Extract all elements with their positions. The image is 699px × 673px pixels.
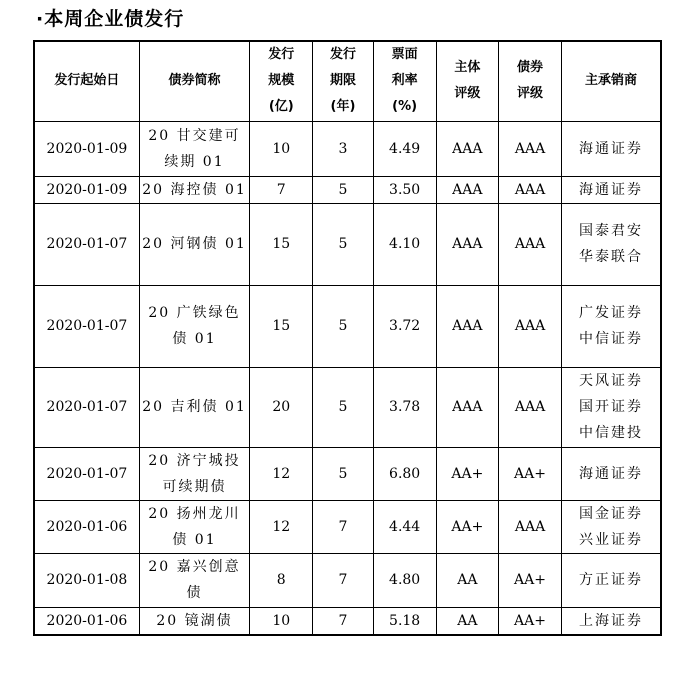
cell-bond-rating: AA+: [498, 607, 561, 635]
header-line: 主体: [454, 60, 481, 76]
cell-size: 20: [250, 367, 313, 447]
header-issuer-rating: [436, 41, 498, 121]
cell-bond-name-line: 20 镜湖债: [156, 612, 233, 629]
table-row: [34, 203, 661, 285]
cell-bond-name-line: 20 广铁绿色: [148, 305, 241, 321]
cell-underwriters-line: 天风证券: [579, 373, 644, 389]
cell-issue-date: 2020-01-07: [34, 285, 139, 367]
cell-underwriters-line: 兴业证券: [579, 531, 644, 548]
cell-size: 12: [250, 500, 313, 553]
cell-underwriters-line: 国金证券: [579, 505, 644, 522]
header-line: 发行: [329, 47, 356, 63]
cell-underwriters-line: 中信建投: [579, 425, 644, 441]
header-bond-rating: [498, 41, 561, 121]
cell-bond-name-line: 20 吉利债 01: [142, 399, 247, 415]
cell-issuer-rating: AAA: [436, 367, 498, 447]
cell-size: 8: [250, 553, 313, 607]
cell-issue-date: 2020-01-08: [34, 553, 139, 607]
cell-size: 15: [250, 285, 313, 367]
header-coupon-rate: [373, 41, 436, 121]
cell-issue-date: 2020-01-09: [34, 121, 139, 176]
header-line: 评级: [517, 86, 544, 102]
cell-coupon-rate: 3.78: [373, 367, 436, 447]
header-line: 债券: [517, 60, 544, 76]
header-line: 规模: [268, 73, 295, 89]
header-line: 利率: [391, 73, 418, 89]
cell-term: 7: [313, 553, 373, 607]
cell-size: 10: [250, 121, 313, 176]
header-underwriter: [562, 41, 661, 121]
cell-underwriters-line: 国开证券: [579, 399, 644, 415]
table-row: [34, 553, 661, 607]
cell-bond-rating: AAA: [498, 203, 561, 285]
cell-issuer-rating: AA+: [436, 447, 498, 500]
cell-coupon-rate: 5.18: [373, 607, 436, 635]
cell-issuer-rating: AAA: [436, 203, 498, 285]
cell-underwriters: [562, 367, 661, 447]
table-row: [34, 121, 661, 176]
cell-bond-rating: AAA: [498, 285, 561, 367]
cell-bond-rating: AAA: [498, 176, 561, 203]
cell-bond-name-line: 20 济宁城投: [148, 452, 241, 469]
cell-issue-date: 2020-01-06: [34, 500, 139, 553]
cell-issue-date: 2020-01-09: [34, 176, 139, 203]
page-title: ·本周企业债发行: [36, 8, 185, 30]
cell-bond-name-line: 债 01: [172, 531, 217, 548]
cell-bond-rating: AAA: [498, 121, 561, 176]
cell-bond-name: [139, 203, 249, 285]
cell-underwriters-line: 国泰君安: [579, 223, 644, 239]
cell-term: 3: [313, 121, 373, 176]
cell-bond-name: [139, 367, 249, 447]
cell-bond-name-line: 20 扬州龙川: [148, 505, 241, 522]
cell-term: 5: [313, 176, 373, 203]
header-line: 主承销商: [585, 73, 638, 89]
table-row: [34, 607, 661, 635]
table-body: [34, 121, 661, 635]
header-line: 期限: [329, 73, 356, 89]
header-line: (年): [330, 99, 356, 115]
header-line: 发行起始日: [54, 73, 120, 89]
cell-coupon-rate: 4.49: [373, 121, 436, 176]
header-issue-date: [34, 41, 139, 121]
table-header-row: [34, 41, 661, 121]
cell-underwriters-line: 上海证券: [579, 612, 644, 629]
cell-term: 7: [313, 607, 373, 635]
cell-bond-name-line: 20 海控债 01: [142, 181, 247, 198]
cell-issuer-rating: AAA: [436, 285, 498, 367]
cell-bond-name: [139, 553, 249, 607]
cell-underwriters: [562, 447, 661, 500]
cell-issue-date: 2020-01-07: [34, 447, 139, 500]
header-line: 评级: [454, 86, 481, 102]
cell-bond-name: [139, 447, 249, 500]
cell-underwriters: [562, 553, 661, 607]
cell-bond-name-line: 债 01: [172, 331, 217, 347]
cell-bond-name-line: 20 河钢债 01: [142, 236, 247, 252]
cell-coupon-rate: 4.80: [373, 553, 436, 607]
cell-term: 7: [313, 500, 373, 553]
cell-underwriters-line: 中信证券: [579, 331, 644, 347]
cell-size: 10: [250, 607, 313, 635]
cell-underwriters: [562, 203, 661, 285]
table-row: [34, 285, 661, 367]
table-row: [34, 367, 661, 447]
table-row: [34, 500, 661, 553]
cell-coupon-rate: 4.44: [373, 500, 436, 553]
header-line: 债券简称: [168, 73, 221, 89]
cell-issuer-rating: AA+: [436, 500, 498, 553]
cell-underwriters-line: 海通证券: [579, 181, 644, 198]
cell-issue-date: 2020-01-06: [34, 607, 139, 635]
cell-bond-name: [139, 500, 249, 553]
cell-underwriters-line: 广发证券: [579, 305, 644, 321]
cell-bond-rating: AAA: [498, 500, 561, 553]
cell-size: 12: [250, 447, 313, 500]
table-row: [34, 176, 661, 203]
cell-issuer-rating: AAA: [436, 176, 498, 203]
header-term: [313, 41, 373, 121]
cell-underwriters-line: 海通证券: [579, 140, 644, 157]
cell-issuer-rating: AAA: [436, 121, 498, 176]
cell-underwriters-line: 华泰联合: [579, 249, 644, 265]
cell-size: 7: [250, 176, 313, 203]
cell-bond-rating: AA+: [498, 553, 561, 607]
cell-underwriters: [562, 607, 661, 635]
cell-coupon-rate: 4.10: [373, 203, 436, 285]
header-line: 发行: [268, 47, 295, 63]
cell-size: 15: [250, 203, 313, 285]
cell-bond-name-line: 可续期债: [162, 478, 227, 495]
header-size: [250, 41, 313, 121]
cell-underwriters-line: 海通证券: [579, 465, 644, 482]
cell-bond-name-line: 20 甘交建可: [148, 127, 241, 144]
bond-issuance-table: [33, 40, 662, 636]
header-line: 票面: [391, 47, 418, 63]
cell-bond-name: [139, 285, 249, 367]
header-line: (%): [392, 99, 418, 115]
header-bond-name: [139, 41, 249, 121]
cell-underwriters: [562, 500, 661, 553]
cell-issue-date: 2020-01-07: [34, 203, 139, 285]
cell-bond-name: [139, 607, 249, 635]
cell-term: 5: [313, 447, 373, 500]
cell-bond-rating: AA+: [498, 447, 561, 500]
cell-coupon-rate: 3.50: [373, 176, 436, 203]
cell-coupon-rate: 3.72: [373, 285, 436, 367]
cell-bond-name-line: 债: [186, 585, 203, 601]
cell-underwriters-line: 方正证券: [579, 572, 644, 588]
header-line: (亿): [268, 99, 294, 115]
cell-bond-name-line: 续期 01: [164, 153, 225, 170]
cell-underwriters: [562, 176, 661, 203]
cell-bond-name: [139, 176, 249, 203]
cell-issuer-rating: AA: [436, 607, 498, 635]
cell-bond-name: [139, 121, 249, 176]
cell-underwriters: [562, 121, 661, 176]
cell-issue-date: 2020-01-07: [34, 367, 139, 447]
cell-bond-rating: AAA: [498, 367, 561, 447]
cell-term: 5: [313, 203, 373, 285]
cell-bond-name-line: 20 嘉兴创意: [148, 559, 241, 575]
cell-underwriters: [562, 285, 661, 367]
cell-coupon-rate: 6.80: [373, 447, 436, 500]
table-row: [34, 447, 661, 500]
cell-issuer-rating: AA: [436, 553, 498, 607]
cell-term: 5: [313, 367, 373, 447]
cell-term: 5: [313, 285, 373, 367]
